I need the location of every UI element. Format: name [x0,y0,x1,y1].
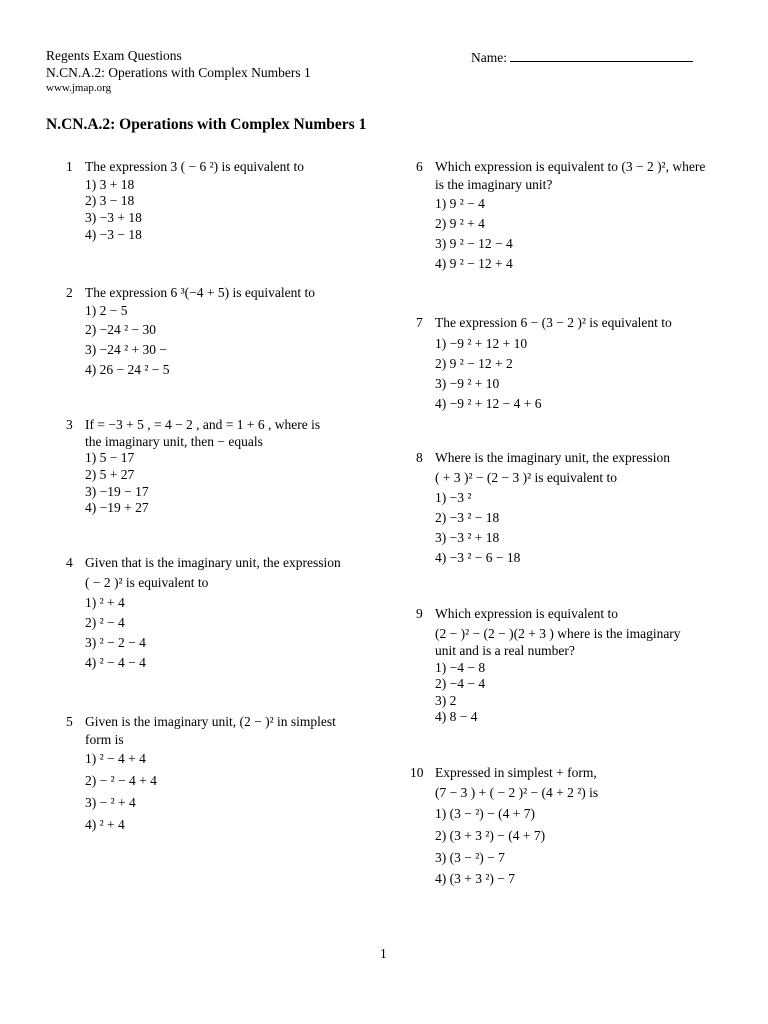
choice: 4) ² − 4 − 4 [85,655,146,670]
question-text: the imaginary unit, then − equals [85,434,263,449]
question-text: ( − 2 )² is equivalent to [85,575,209,590]
question-text: The expression 6 ³(−4 + 5) is equivalent to [85,285,315,300]
choice: 3) (3 − ²) − 7 [435,850,505,865]
question-text: If = −3 + 5 , = 4 − 2 , and = 1 + 6 , where is [85,417,321,432]
question-number: 9 [416,606,423,621]
question-number: 1 [66,159,73,174]
question-number: 10 [410,765,424,780]
choice: 2) 9 ² − 12 + 2 [435,356,513,371]
choice: 4) 9 ² − 12 + 4 [435,256,513,271]
header-line2: N.CN.A.2: Operations with Complex Numbers 1 [46,65,311,80]
question-text: The expression 3 ( − 6 ²) is equivalent to [85,159,304,174]
choice: 3) ² − 2 − 4 [85,635,146,650]
question-number: 4 [66,555,73,570]
choice: 1) (3 − ²) − (4 + 7) [435,806,535,821]
question-text: ( + 3 )² − (2 − 3 )² is equivalent to [435,470,618,485]
choice: 1) 5 − 17 [85,450,135,465]
choice: 1) ² + 4 [85,595,125,610]
choice: 3) −19 − 17 [85,484,149,499]
question-text: Which expression is equivalent to (3 − 2 )², where [435,159,706,174]
choice: 1) −9 ² + 12 + 10 [435,336,528,351]
question-text: Given that is the imaginary unit, the expression [85,555,341,570]
choice: 3) − ² + 4 [85,795,136,810]
header-line1: Regents Exam Questions [46,48,182,63]
choice: 3) −9 ² + 10 [435,376,500,391]
name-label: Name: [471,50,507,65]
question-text: (2 − )² − (2 − )(2 + 3 ) where is the imaginary [435,626,681,641]
choice: 4) 8 − 4 [435,709,478,724]
choice: 1) 9 ² − 4 [435,196,485,211]
choice: 2) 9 ² + 4 [435,216,485,231]
choice: 1) ² − 4 + 4 [85,751,146,766]
question-text: Where is the imaginary unit, the expression [435,450,671,465]
page-title: N.CN.A.2: Operations with Complex Numbers 1 [46,116,367,133]
question-text: Which expression is equivalent to [435,606,618,621]
choice: 3) 9 ² − 12 − 4 [435,236,513,251]
choice: 3) −3 ² + 18 [435,530,500,545]
choice: 4) (3 + 3 ²) − 7 [435,871,516,886]
choice: 4) −3 ² − 6 − 18 [435,550,521,565]
question-number: 3 [66,417,73,432]
choice: 2) ² − 4 [85,615,125,630]
page-number: 1 [380,946,387,961]
choice: 4) 26 − 24 ² − 5 [85,362,170,377]
question-number: 2 [66,285,73,300]
question-number: 6 [416,159,423,174]
question-number: 7 [416,315,423,330]
question-number: 5 [66,714,73,729]
name-field [471,48,693,66]
choice: 2) − ² − 4 + 4 [85,773,157,788]
question-text: form is [85,732,124,747]
choice: 2) 5 + 27 [85,467,135,482]
choice: 4) −3 − 18 [85,227,142,242]
header-url: www.jmap.org [46,82,112,94]
question-text: The expression 6 − (3 − 2 )² is equivalent to [435,315,672,330]
choice: 2) 3 − 18 [85,193,135,208]
choice: 1) 3 + 18 [85,177,135,192]
question-text: Given is the imaginary unit, (2 − )² in simplest [85,714,336,729]
question-text: unit and is a real number? [435,643,575,658]
choice: 4) −9 ² + 12 − 4 + 6 [435,396,542,411]
choice: 2) −4 − 4 [435,676,486,691]
choice: 4) ² + 4 [85,817,125,832]
choice: 3) −3 + 18 [85,210,142,225]
choice: 1) −4 − 8 [435,660,486,675]
choice: 1) 2 − 5 [85,303,128,318]
question-number: 8 [416,450,423,465]
choice: 1) −3 ² [435,490,472,505]
choice: 2) (3 + 3 ²) − (4 + 7) [435,828,546,843]
choice: 3) 2 [435,693,457,708]
choice: 4) −19 + 27 [85,500,149,515]
question-text: Expressed in simplest + form, [435,765,597,780]
choice: 2) −3 ² − 18 [435,510,500,525]
question-text: (7 − 3 ) + ( − 2 )² − (4 + 2 ²) is [435,785,599,800]
choice: 3) −24 ² + 30 − [85,342,168,357]
question-text: is the imaginary unit? [435,177,553,192]
name-blank-line [510,48,693,62]
choice: 2) −24 ² − 30 [85,322,157,337]
